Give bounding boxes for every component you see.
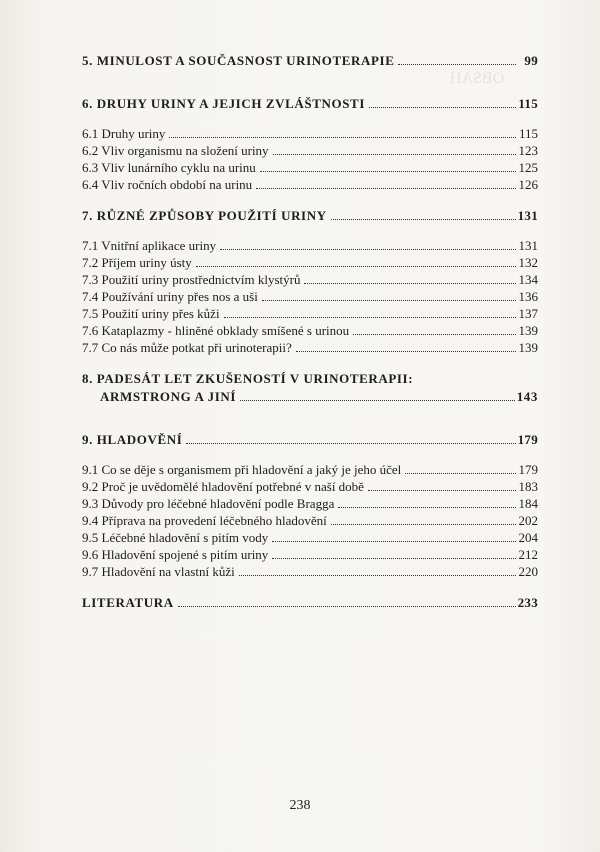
toc-chapter-9[interactable] — [82, 431, 538, 449]
item-page: 204 — [518, 530, 538, 545]
toc-literatura[interactable] — [82, 594, 538, 612]
item-title: 6.1 Druhy uriny — [82, 126, 166, 141]
item-page: 126 — [518, 177, 538, 192]
item-title: 9.4 Příprava na provedení léčebného hladovění — [82, 513, 327, 528]
item-title: 7.6 Kataplazmy - hliněné obklady smíšené s urinou — [82, 323, 350, 338]
toc-item-6-2[interactable] — [82, 142, 538, 159]
chapter-title: 7. RŮZNÉ ZPŮSOBY POUŽITÍ URINY — [82, 208, 327, 223]
toc-chapter-7[interactable] — [82, 207, 538, 225]
toc-item-6-1[interactable] — [82, 125, 538, 142]
chapter-page: 99 — [524, 53, 538, 68]
dot-leader — [273, 153, 516, 155]
toc-item-9-1[interactable] — [82, 461, 538, 478]
item-title: 7.5 Použití uriny přes kůži — [82, 306, 220, 321]
show-through-text: OBSAH — [450, 70, 505, 87]
toc-item-9-3[interactable] — [82, 495, 538, 512]
item-page: 139 — [518, 340, 538, 355]
chapter-title: LITERATURA — [82, 595, 174, 610]
item-title: 6.3 Vliv lunárního cyklu na urinu — [82, 160, 256, 175]
item-page: 139 — [518, 323, 538, 338]
dot-leader — [398, 63, 516, 65]
item-page: 136 — [518, 289, 538, 304]
chapter-title-line2: ARMSTRONG A JINÍ — [100, 389, 237, 404]
toc-item-7-7[interactable] — [82, 339, 538, 356]
dot-leader — [304, 282, 516, 284]
dot-leader — [186, 442, 515, 444]
chapter-page: 143 — [516, 389, 538, 404]
chapter-page: 115 — [518, 96, 538, 111]
toc-item-9-2[interactable] — [82, 478, 538, 495]
toc-item-7-4[interactable] — [82, 288, 538, 305]
item-title: 9.2 Proč je uvědomělé hladovění potřebné v naší době — [82, 479, 364, 494]
page-number: 238 — [289, 798, 311, 813]
dot-leader — [239, 574, 516, 576]
dot-leader — [369, 106, 516, 108]
item-title: 7.1 Vnitřní aplikace uriny — [82, 238, 217, 253]
table-of-contents — [82, 52, 538, 612]
chapter-title-line2-row — [82, 388, 538, 406]
dot-leader — [256, 187, 516, 189]
chapter-page: 131 — [517, 208, 538, 223]
item-title: 7.4 Používání uriny přes nos a uši — [82, 289, 258, 304]
toc-item-7-1[interactable] — [82, 237, 538, 254]
item-page: 134 — [518, 272, 538, 287]
chapter-page: 179 — [517, 432, 538, 447]
item-title: 6.4 Vliv ročních období na urinu — [82, 177, 253, 192]
item-title: 9.3 Důvody pro léčebné hladovění podle Bragga — [82, 496, 335, 511]
item-title: 9.5 Léčebné hladovění s pitím vody — [82, 530, 269, 545]
dot-leader — [331, 218, 516, 220]
dot-leader — [240, 399, 515, 401]
toc-item-7-6[interactable] — [82, 322, 538, 339]
toc-item-9-5[interactable] — [82, 529, 538, 546]
toc-chapter-5[interactable] — [82, 52, 538, 70]
item-page: 115 — [518, 126, 538, 141]
dot-leader — [331, 523, 516, 525]
dot-leader — [178, 605, 516, 607]
dot-leader — [272, 540, 516, 542]
toc-item-9-7[interactable] — [82, 563, 538, 580]
toc-item-7-2[interactable] — [82, 254, 538, 271]
dot-leader — [224, 316, 516, 318]
item-page: 137 — [518, 306, 538, 321]
item-title: 9.1 Co se děje s organismem při hladovění a jaký je jeho účel — [82, 462, 402, 477]
item-title: 7.3 Použití uriny prostřednictvím klystýrů — [82, 272, 301, 287]
dot-leader — [260, 170, 516, 172]
chapter-title: 5. MINULOST A SOUČASNOST URINOTERAPIE — [82, 53, 395, 68]
item-page: 179 — [518, 462, 538, 477]
chapter-title: 9. HLADOVĚNÍ — [82, 432, 183, 447]
item-page: 202 — [518, 513, 538, 528]
dot-leader — [368, 489, 516, 491]
item-page: 183 — [518, 479, 538, 494]
item-title: 6.2 Vliv organismu na složení uriny — [82, 143, 269, 158]
dot-leader — [296, 350, 516, 352]
toc-item-6-3[interactable] — [82, 159, 538, 176]
toc-item-6-4[interactable] — [82, 176, 538, 193]
item-page: 184 — [518, 496, 538, 511]
toc-chapter-8[interactable] — [82, 370, 538, 406]
item-page: 212 — [518, 547, 538, 562]
item-title: 9.6 Hladovění spojené s pitím uriny — [82, 547, 269, 562]
chapter-title-line1: 8. PADESÁT LET ZKUŠENOSTÍ V URINOTERAPII: — [82, 371, 414, 386]
toc-item-9-6[interactable] — [82, 546, 538, 563]
toc-item-9-4[interactable] — [82, 512, 538, 529]
item-page: 131 — [518, 238, 538, 253]
item-title: 9.7 Hladovění na vlastní kůži — [82, 564, 235, 579]
chapter-title: 6. DRUHY URINY A JEJICH ZVLÁŠTNOSTI — [82, 96, 365, 111]
item-title: 7.2 Příjem uriny ústy — [82, 255, 192, 270]
dot-leader — [220, 248, 516, 250]
toc-chapter-6[interactable] — [82, 95, 538, 113]
item-page: 125 — [518, 160, 538, 175]
toc-item-7-3[interactable] — [82, 271, 538, 288]
dot-leader — [353, 333, 516, 335]
dot-leader — [272, 557, 516, 559]
toc-item-7-5[interactable] — [82, 305, 538, 322]
dot-leader — [405, 472, 516, 474]
item-page: 123 — [518, 143, 538, 158]
dot-leader — [262, 299, 516, 301]
item-title: 7.7 Co nás může potkat při urinoterapii? — [82, 340, 292, 355]
item-page: 220 — [518, 564, 538, 579]
dot-leader — [338, 506, 516, 508]
dot-leader — [196, 265, 516, 267]
item-page: 132 — [518, 255, 538, 270]
dot-leader — [169, 136, 516, 138]
chapter-page: 233 — [517, 595, 538, 610]
